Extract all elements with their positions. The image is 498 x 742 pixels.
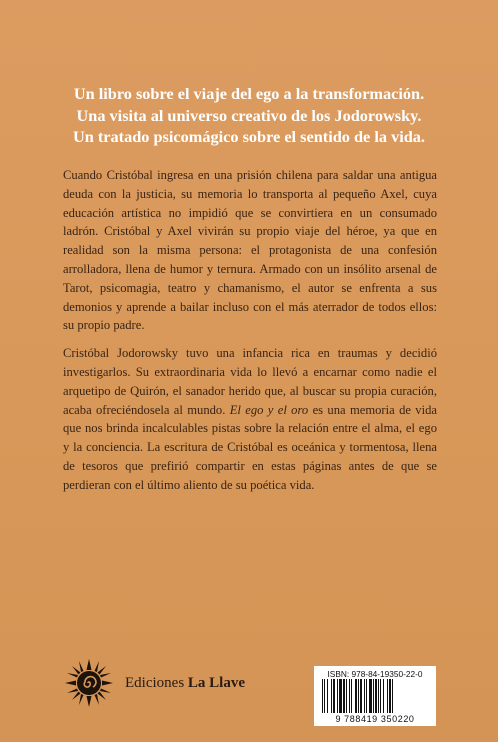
publisher-prefix: Ediciones — [125, 674, 185, 691]
isbn-barcode — [314, 666, 436, 726]
book-title: El ego y el oro — [229, 402, 309, 417]
tagline-line-3: Un tratado psicomágico sobre el sentido de la vida. — [72, 127, 425, 146]
barcode-bars — [321, 679, 431, 713]
blurb — [63, 166, 437, 504]
sun-spiral-icon — [63, 657, 115, 709]
tagline-line-1: Un libro sobre el viaje del ego a la transformación. — [73, 84, 425, 103]
tagline-line-2: Una visita al universo creativo de los Jodorowsky. — [76, 105, 422, 125]
paragraph-2-text: Cristóbal Jodorowsky tuvo una infancia rica en traumas y decidió investigarlos. Su extraordinaria vida lo llevó a encarnar como nadie el arquetipo de Quirón, el sanador herido que, al buscar su propia curación, acaba ofreciéndosela al mundo. — [63, 346, 437, 417]
blurb-paragraph-1: Cuando Cristóbal ingresa en una prisión chilena para saldar una antigua deuda con la justicia, su memoria lo transporta al pequeño Axel, cuya educación artística no impidió que se convirtiera en un consumado ladrón. Cristóbal y Axel vivirán su propio viaje del héroe, ya que en realidad son la misma persona: el protagonista de una confesión arrolladora, llena de humor y ternura. Armado con un insólito arsenal de Tarot, psicomagia, teatro y chamanismo, el autor se enfrenta a sus demonios y aprende a bailar incluso con el más aterrador de todos ellos: su propio padre. — [63, 168, 437, 333]
publisher-brand: La Llave — [187, 674, 245, 691]
isbn-number: ISBN: 978-84-19350-22-0 — [327, 669, 423, 679]
publisher-name — [125, 675, 245, 692]
blurb-paragraph-2 — [63, 344, 437, 494]
publisher-imprint — [63, 655, 245, 711]
barcode-digits: 9 788419 350220 — [335, 714, 415, 724]
tagline — [40, 83, 458, 148]
paragraph-2-text-end: es una memoria de vida que nos brinda incalculables pistas sobre la relación entre el alma, el ego y la conciencia. La escritura de Cristóbal es oceánica y tormentosa, llena de tesoros que prefirió compartir en estas páginas antes de que se perdieran con el último aliento de su poética vida. — [63, 402, 437, 492]
